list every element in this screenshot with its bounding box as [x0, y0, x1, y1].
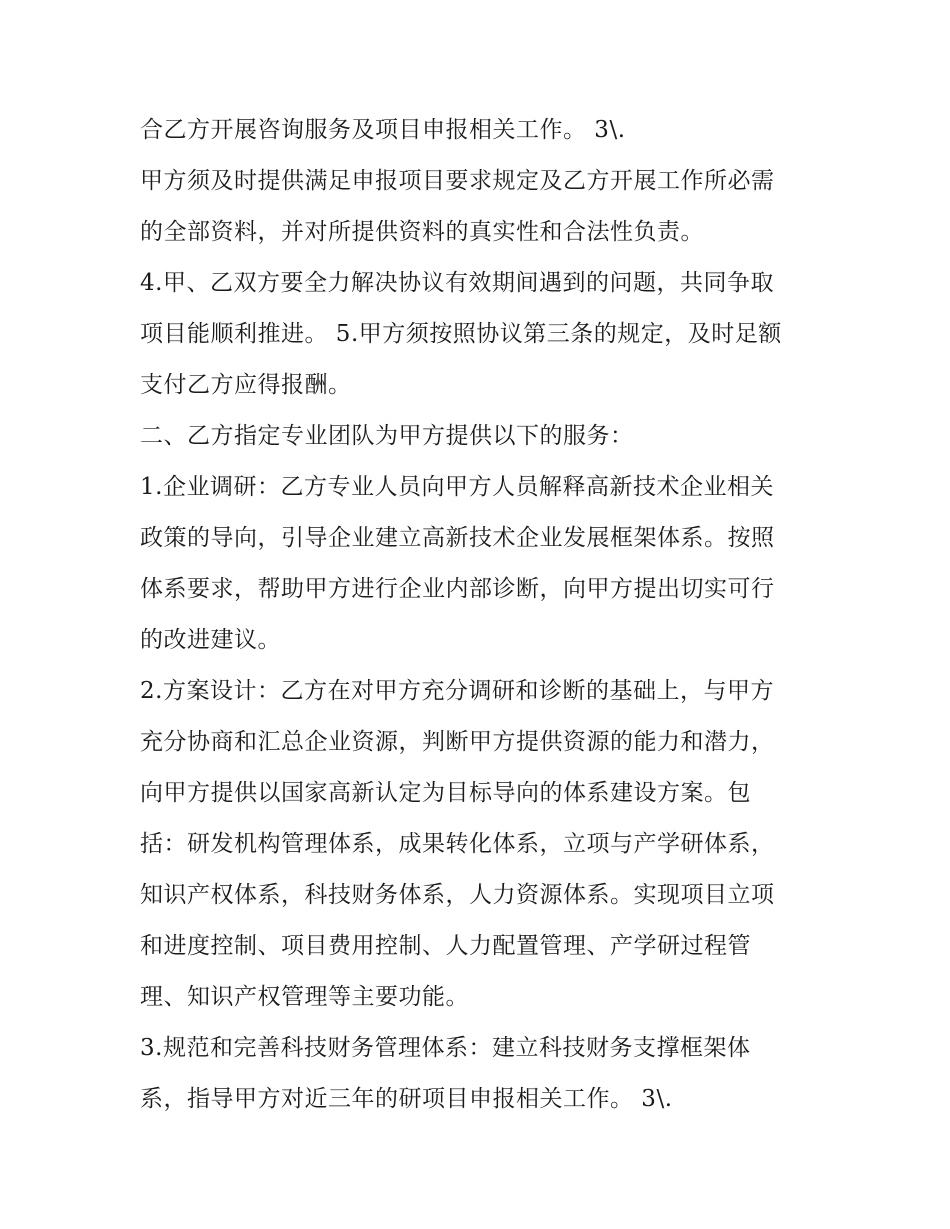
text-line: 理、知识产权管理等主要功能。 — [140, 984, 469, 1010]
text-line: 知识产权体系，科技财务体系，人力资源体系。实现项目立项 — [140, 882, 775, 908]
text-line: 3.规范和完善科技财务管理体系：建立科技财务支撑框架体 — [140, 1035, 751, 1061]
text-line: 2.方案设计：乙方在对甲方充分调研和诊断的基础上，与甲方 — [140, 678, 774, 704]
text-line: 的改进建议。 — [140, 627, 281, 653]
text-line: 的全部资料，并对所提供资料的真实性和合法性负责。 — [140, 219, 704, 245]
section-heading: 二、乙方指定专业团队为甲方提供以下的服务： — [140, 423, 634, 449]
text-line: 和进度控制、项目费用控制、人力配置管理、产学研过程管 — [140, 933, 751, 959]
text-line: 项目能顺利推进。 5.甲方须按照协议第三条的规定，及时足额 — [140, 321, 782, 347]
text-line: 1.企业调研：乙方专业人员向甲方人员解释高新技术企业相关 — [140, 474, 774, 500]
text-line: 系，指导甲方对近三年的研项目申报相关工作。 3\. — [140, 1086, 673, 1112]
text-line: 括：研发机构管理体系，成果转化体系，立项与产学研体系， — [140, 831, 775, 857]
text-line: 4.甲、乙双方要全力解决协议有效期间遇到的问题，共同争取 — [140, 270, 774, 296]
text-line: 体系要求，帮助甲方进行企业内部诊断，向甲方提出切实可行 — [140, 576, 775, 602]
document-body — [140, 105, 820, 1125]
text-line: 支付乙方应得报酬。 — [140, 372, 352, 398]
text-line: 合乙方开展咨询服务及项目申报相关工作。 3\. — [140, 117, 626, 143]
text-line: 政策的导向，引导企业建立高新技术企业发展框架体系。按照 — [140, 525, 775, 551]
text-line: 甲方须及时提供满足申报项目要求规定及乙方开展工作所必需 — [140, 168, 775, 194]
text-line: 充分协商和汇总企业资源，判断甲方提供资源的能力和潜力， — [140, 729, 775, 755]
text-line: 向甲方提供以国家高新认定为目标导向的体系建设方案。包 — [140, 780, 751, 806]
